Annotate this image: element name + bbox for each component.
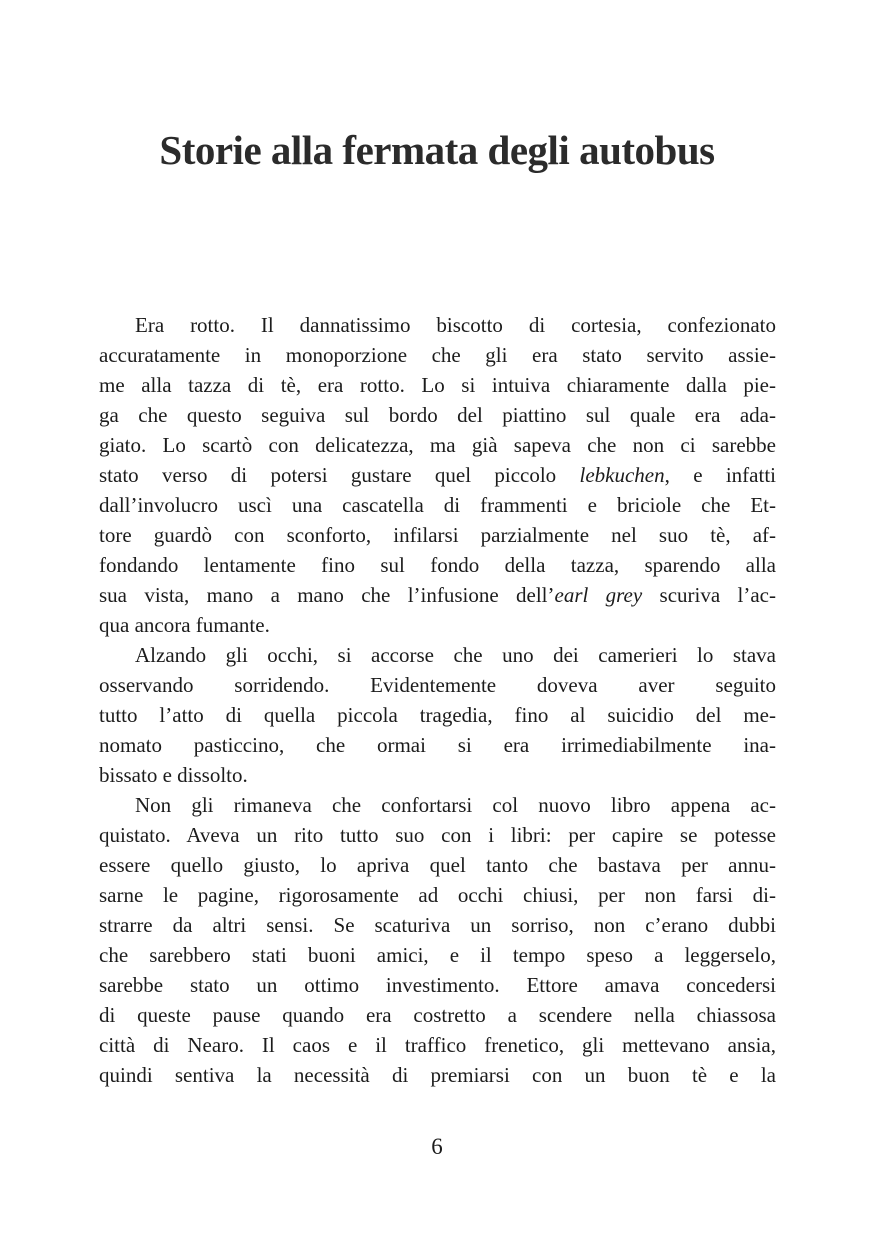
- text-line: sarne le pagine, rigorosamente ad occhi chiusi, per non farsi di-: [99, 883, 776, 907]
- text-line: giato. Lo scartò con delicatezza, ma già sapeva che non ci sarebbe: [99, 433, 776, 457]
- body-text: [99, 310, 776, 1090]
- text-line: accuratamente in monoporzione che gli era stato servito assie-: [99, 343, 776, 367]
- text-line: me alla tazza di tè, era rotto. Lo si intuiva chiaramente dalla pie-: [99, 373, 776, 397]
- text-line: di queste pause quando era costretto a scendere nella chiassosa: [99, 1003, 776, 1027]
- text-line: essere quello giusto, lo apriva quel tanto che bastava per annu-: [99, 853, 776, 877]
- text-line: sarebbe stato un ottimo investimento. Ettore amava concedersi: [99, 973, 776, 997]
- text-line: quistato. Aveva un rito tutto suo con i libri: per capire se potesse: [99, 823, 776, 847]
- text-line: città di Nearo. Il caos e il traffico frenetico, gli mettevano ansia,: [99, 1033, 776, 1057]
- page-number: 6: [431, 1134, 443, 1159]
- text-line: ga che questo seguiva sul bordo del piattino sul quale era ada-: [99, 403, 776, 427]
- paragraph: [99, 640, 776, 790]
- paragraph: [99, 790, 776, 1090]
- text-line: Era rotto. Il dannatissimo biscotto di cortesia, confezionato: [135, 313, 776, 337]
- text-line: fondando lentamente fino sul fondo della tazza, sparendo alla: [99, 553, 776, 577]
- text-line: dall’involucro uscì una cascatella di frammenti e briciole che Et-: [99, 493, 776, 517]
- text-line: Non gli rimaneva che confortarsi col nuovo libro appena ac-: [135, 793, 776, 817]
- text-line: bissato e dissolto.: [99, 763, 248, 787]
- text-line: tore guardò con sconforto, infilarsi parzialmente nel suo tè, af-: [99, 523, 776, 547]
- text-line: osservando sorridendo. Evidentemente doveva aver seguito: [99, 673, 776, 697]
- text-line: tutto l’atto di quella piccola tragedia, fino al suicidio del me-: [99, 703, 776, 727]
- text-line: sua vista, mano a mano che l’infusione dell’earl grey scuriva l’ac-: [99, 583, 776, 607]
- text-line: qua ancora fumante.: [99, 613, 270, 637]
- text-line: Alzando gli occhi, si accorse che uno dei camerieri lo stava: [135, 643, 776, 667]
- text-line: strarre da altri sensi. Se scaturiva un sorriso, non c’erano dubbi: [99, 913, 776, 937]
- text-line: nomato pasticcino, che ormai si era irrimediabilmente ina-: [99, 733, 776, 757]
- text-line: che sarebbero stati buoni amici, e il tempo speso a leggerselo,: [99, 943, 776, 967]
- text-line: quindi sentiva la necessità di premiarsi con un buon tè e la: [99, 1063, 776, 1087]
- paragraph: [99, 310, 776, 640]
- text-line: stato verso di potersi gustare quel piccolo lebkuchen, e infatti: [99, 463, 776, 487]
- chapter-title: Storie alla fermata degli autobus: [159, 127, 715, 173]
